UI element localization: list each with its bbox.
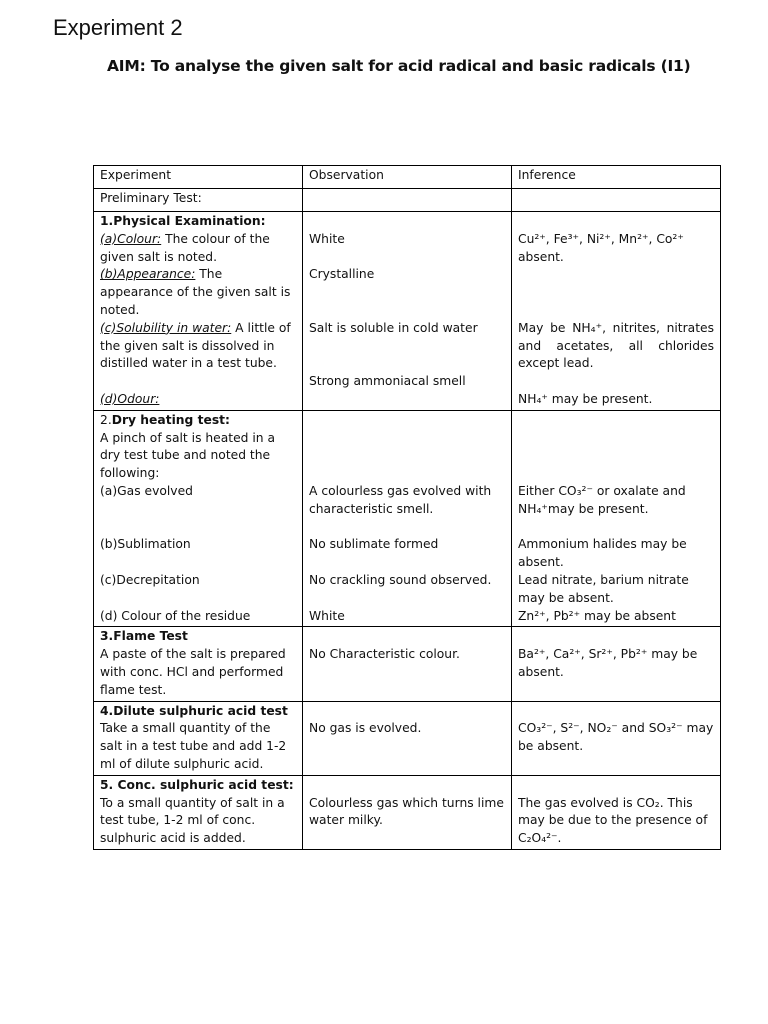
physical-title: 1.Physical Examination: [100,214,266,228]
flame-inference-cell [512,627,721,701]
flame-observation-cell [303,627,512,701]
conc-inference-cell [512,775,721,849]
decrepitation-step: (c)Decrepitation [100,572,200,587]
colour-text: The colour of the given salt is noted. [100,231,270,264]
obs-dilute: No gas is evolved. [309,721,422,736]
obs-residue: White [309,608,345,623]
obs-decrepitation: No crackling sound observed. [309,572,492,587]
dry-heating-experiment-cell [94,410,303,627]
dilute-observation-cell [303,701,512,775]
conc-experiment-cell [94,775,303,849]
dilute-title: 4.Dilute sulphuric acid test [100,703,288,718]
inf-decrepitation: Lead nitrate, barium nitrate may be absent. [518,572,689,605]
solubility-text: A little of the given salt is dissolved in distilled water in a test tube. [100,320,291,371]
inf-residue: Zn²⁺, Pb²⁺ may be absent [518,608,676,623]
obs-conc: Colourless gas which turns lime water milky. [309,795,504,828]
obs-flame: No Characteristic colour. [309,647,460,662]
inf-dilute: CO₃²⁻, S²⁻, NO₂⁻ and SO₃²⁻ may be absent. [518,721,714,754]
experiment-table [93,165,721,850]
inf-colour: Cu²⁺, Fe³⁺, Ni²⁺, Mn²⁺, Co²⁺ absent. [518,231,684,264]
inf-odour: NH₄⁺ may be present. [518,391,653,406]
conc-text: To a small quantity of salt in a test tube, 1-2 ml of conc. sulphuric acid is added. [100,795,285,846]
solubility-label: (c)Solubility in water: [100,320,232,335]
colour-step [100,231,296,267]
empty-cell [512,189,721,212]
empty-cell [303,189,512,212]
inf-flame: Ba²⁺, Ca²⁺, Sr²⁺, Pb²⁺ may be absent. [518,647,698,679]
header-inference: Inference [512,166,721,189]
solubility-step [100,320,296,373]
obs-appearance: Crystalline [309,267,375,282]
physical-inference-cell [512,212,721,411]
table-header-row [94,166,721,189]
conc-observation-cell [303,775,512,849]
inf-conc: The gas evolved is CO₂. This may be due to the presence of C₂O₄²⁻. [518,795,708,846]
dry-heating-number: 2. [100,412,112,427]
dilute-inference-cell [512,701,721,775]
appearance-step [100,266,296,319]
page-heading: Experiment 2 [53,15,183,40]
colour-label: (a)Colour: [100,231,162,246]
table-row-dry-heating [94,410,721,627]
dry-heating-heading [100,412,296,430]
flame-text: A paste of the salt is prepared with conc. HCl and performed flame test. [100,647,286,697]
header-observation: Observation [303,166,512,189]
sublimation-step: (b)Sublimation [100,537,191,552]
appearance-text: The appearance of the given salt is noted. [100,267,291,317]
physical-observation-cell [303,212,512,411]
obs-odour: Strong ammoniacal smell [309,374,466,389]
table-row-physical [94,212,721,411]
aim-title: AIM: To analyse the given salt for acid radical and basic radicals (I1) [107,57,691,75]
obs-solubility: Salt is soluble in cold water [309,320,478,335]
obs-sublimation: No sublimate formed [309,537,439,552]
inf-solubility: May be NH₄⁺, nitrites, nitrates and acetates, all chlorides except lead. [518,320,714,371]
inf-sublimation: Ammonium halides may be absent. [518,537,687,570]
dry-heating-intro: A pinch of salt is heated in a dry test tube and noted the following: [100,430,276,481]
dry-heating-observation-cell [303,410,512,627]
preliminary-label: Preliminary Test: [94,189,303,212]
header-experiment: Experiment [94,166,303,189]
physical-experiment-cell [94,212,303,411]
dilute-experiment-cell [94,701,303,775]
residue-step: (d) Colour of the residue [100,608,251,623]
obs-colour: White [309,231,345,246]
table-row-conc [94,775,721,849]
odour-label: (d)Odour: [100,391,160,406]
gas-step: (a)Gas evolved [100,483,193,498]
obs-gas: A colourless gas evolved with characteristic smell. [309,483,492,516]
inf-gas: Either CO₃²⁻ or oxalate and NH₄⁺may be present. [518,483,686,516]
table-row-flame [94,627,721,701]
dilute-text: Take a small quantity of the salt in a test tube and add 1-2 ml of dilute sulphuric acid. [100,721,287,771]
flame-experiment-cell [94,627,303,701]
table-row-preliminary [94,189,721,212]
table-row-dilute [94,701,721,775]
flame-title: 3.Flame Test [100,629,188,644]
conc-title: 5. Conc. sulphuric acid test: [100,777,294,792]
appearance-label: (b)Appearance: [100,267,196,282]
dry-heating-title: Dry heating test: [111,412,230,427]
dry-heating-inference-cell [512,410,721,627]
